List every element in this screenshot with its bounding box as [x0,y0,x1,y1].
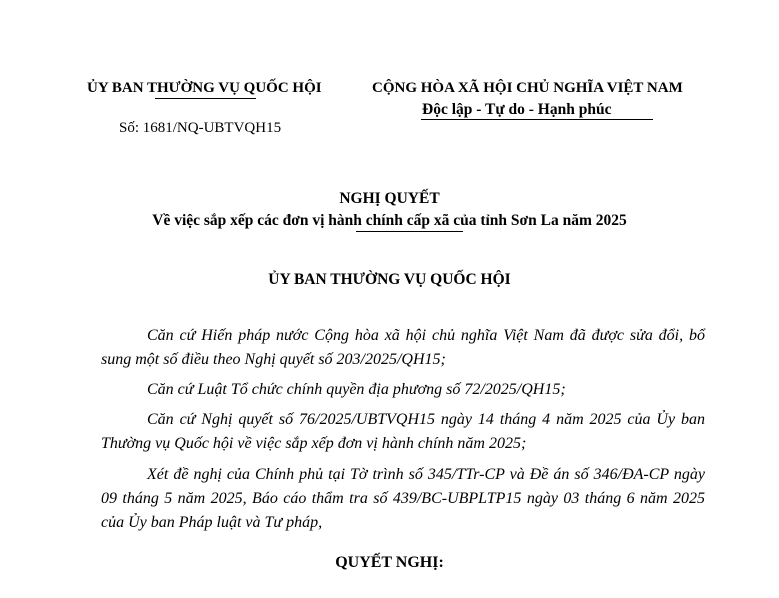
legal-basis-local-government-law: Căn cứ Luật Tổ chức chính quyền địa phương số 72/2025/QH15; [147,381,566,398]
legal-basis-government-proposal: Xét đề nghị của Chính phủ tại Tờ trình số 345/TTr-CP và Đề án số 346/ĐA-CP ngày 09 tháng 5 năm 2025, Báo cáo thẩm tra số 439/BC-UBPLTP15 ngày 03 tháng 6 năm 2025 của Ủy ban Pháp luật và Tư pháp, [101,466,705,531]
decision-heading: QUYẾT NGHỊ: [335,554,444,571]
issuing-body: ỦY BAN THƯỜNG VỤ QUỐC HỘI [268,271,511,288]
subject-underline [356,231,463,232]
issuer-name: ỦY BAN THƯỜNG VỤ QUỐC HỘI [87,80,322,96]
national-motto: Độc lập - Tự do - Hạnh phúc [422,101,612,118]
issuer-underline [155,98,256,99]
document-type: NGHỊ QUYẾT [339,190,440,207]
document-subject: Về việc sắp xếp các đơn vị hành chính cấp xã của tỉnh Sơn La năm 2025 [152,212,627,229]
motto-underline [421,119,653,120]
document-number: Số: 1681/NQ-UBTVQH15 [119,120,282,136]
legal-basis-resolution-76: Căn cứ Nghị quyết số 76/2025/UBTVQH15 ngày 14 tháng 4 năm 2025 của Ủy ban Thường vụ Quốc hội về việc sắp xếp đơn vị hành chính năm 2025; [101,411,705,452]
country-name: CỘNG HÒA XÃ HỘI CHỦ NGHĨA VIỆT NAM [372,80,683,96]
legal-basis-constitution: Căn cứ Hiến pháp nước Cộng hòa xã hội chủ nghĩa Việt Nam đã được sửa đổi, bổ sung một số điều theo Nghị quyết số 203/2025/QH15; [101,327,705,368]
